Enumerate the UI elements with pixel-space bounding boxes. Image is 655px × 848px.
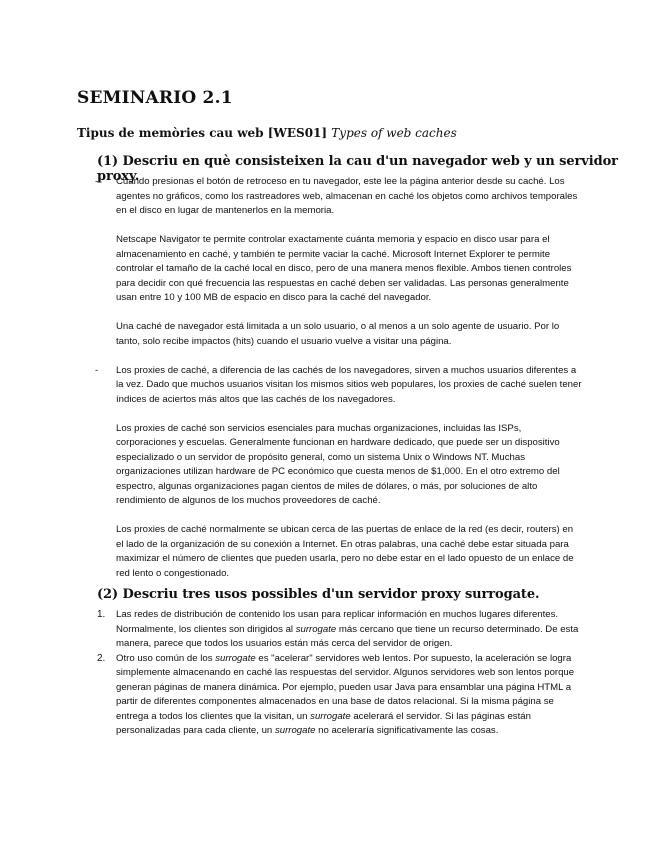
paragraph: Netscape Navigator te permite controlar exactamente cuánta memoria y espacio en disco usar para el almacenamiento en caché, y también te permite vaciar la caché. Microsoft Internet Explorer te permite controlar el tamaño de la caché local en disco, pero de una manera menos flexible. Ambos tienen controles para decidir con qué frecuencia las respuestas en caché deben ser validadas. Las personas generalmente usan entre 10 y 100 MB de espacio en disco para la caché del navegador. [116, 234, 572, 303]
text-run: Las redes de distribución de contenido los usan para replicar información en muchos lugares diferentes. Normalmente, los clientes son dirigidos al [116, 609, 559, 635]
item-number: 2. [97, 652, 106, 664]
paragraph: Una caché de navegador está limitada a un solo usuario, o al menos a un solo agente de usuario. Por lo tanto, solo recibe impactos (hits) cuando el usuario vuelve a visitar una página. [116, 321, 560, 347]
bullet-marker: - [95, 176, 99, 187]
italic-term: surrogate [295, 623, 337, 635]
paragraph: Los proxies de caché son servicios esenciales para muchas organizaciones, incluidas las ISPs, corporaciones y escuelas. Generalmente funcionan en hardware dedicado, que puede ser un dispositivo especializado o un servidor de propósito general, como un sistema Unix o Windows NT. Muchas organizaciones utilizan hardware de PC económico que cuesta menos de $1,000. En el otro extremo del espectro, algunas organizaciones pagan cientos de miles de dólares, o más, por soluciones de alto rendimiento de algunos de los muchos proveedores de caché. [116, 422, 560, 506]
text-run: es "acelerar" servidores web lentos. Por supuesto, la aceleración se logra simplemente almacenando en caché las respuestas del servidor. Algunos servidores web son lentos porque generan páginas de manera dinámica. Por ejemplo, pueden usar Java para ensamblar una página HTML a partir de diferentes componentes almacenados en una base de datos relacional. Si la misma página se entrega a todos los clientes que la visitan, un [116, 652, 575, 722]
item-number: 1. [97, 609, 106, 620]
question-1-heading: (1) Descriu en què consisteixen la cau d'un navegador web y un servidor proxy. [97, 154, 618, 184]
text-run: acelerará el servidor. Si las páginas están personalizadas para cada cliente, un [116, 710, 531, 736]
paragraph: Los proxies de caché normalmente se ubican cerca de las puertas de enlace de la red (es decir, routers) en el lado de la organización de su conexión a Internet. En otras palabras, una caché debe estar situada para maximizar el número de clientes que pueden usarla, pero no debe estar en el lado opuesto de un enlace de red lento o congestionado. [116, 524, 574, 579]
question-2-body [95, 608, 583, 739]
subtitle-italic: Types of web caches [331, 126, 457, 140]
numbered-item-1 [95, 608, 583, 652]
bullet-item-2 [95, 364, 583, 582]
italic-term: surrogate [215, 652, 256, 664]
text-run: no aceleraría significativamente las cosas. [315, 725, 499, 736]
page-title: SEMINARIO 2.1 [77, 88, 233, 108]
text-run: Otro uso común de los [116, 652, 216, 664]
question-2-heading: (2) Descriu tres usos possibles d'un servidor proxy surrogate. [97, 587, 540, 602]
text-run: más cercano que tiene un recurso determinado. De esta manera, parece que todos los usuarios están más cerca del servidor de origen. [116, 623, 579, 649]
paragraph: Cuando presionas el botón de retroceso en tu navegador, este lee la página anterior desde su caché. Los agentes no gráficos, como los rastreadores web, almacenan en caché los objetos como archivos temporales en el disco en lugar de mantenerlos en la memoria. [116, 176, 578, 216]
bullet-item-1 [95, 175, 583, 349]
paragraph [116, 608, 583, 652]
italic-term: surrogate [274, 725, 316, 736]
question-1-body [95, 175, 583, 581]
paragraph: Los proxies de caché, a diferencia de las cachés de los navegadores, sirven a muchos usuarios diferentes a la vez. Dado que muchos usuarios visitan los mismos sitios web populares, los proxies de caché suelen tener índices de aciertos más altos que las cachés de los navegadores. [116, 364, 582, 405]
subtitle-main: Tipus de memòries cau web [WES01] [77, 126, 328, 140]
bullet-marker: - [95, 364, 99, 376]
section-subtitle [77, 126, 457, 140]
italic-term: surrogate [310, 710, 351, 722]
paragraph [116, 652, 583, 739]
numbered-item-2 [95, 652, 583, 739]
